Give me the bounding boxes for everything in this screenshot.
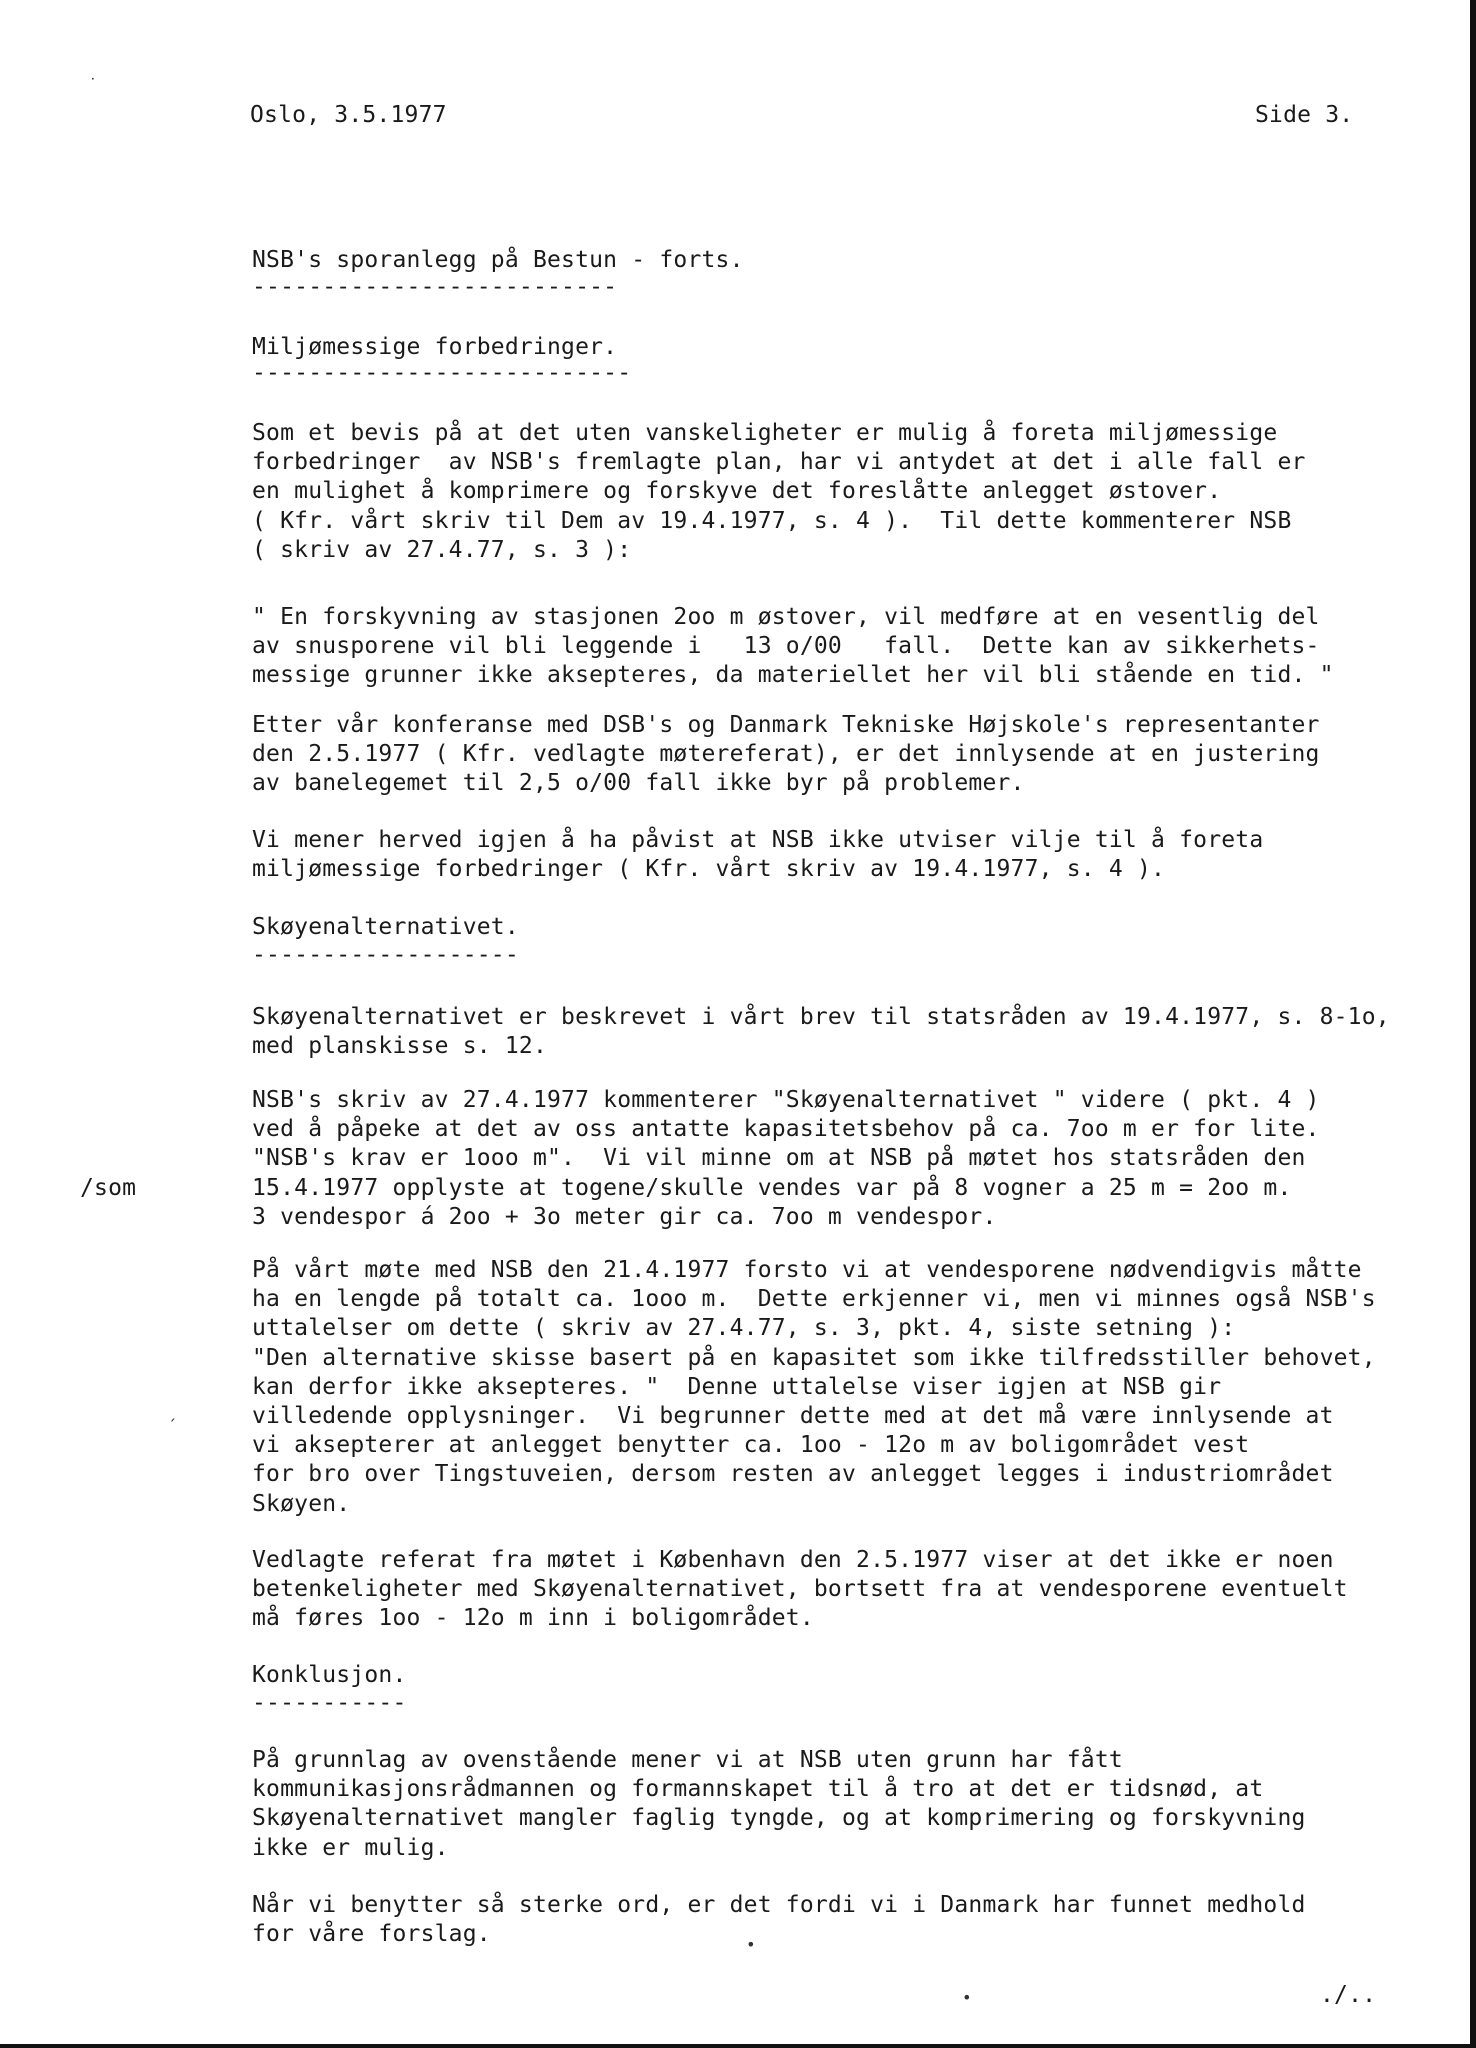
margin-note: /som (80, 1175, 137, 1201)
paragraph-line: for våre forslag. (252, 1921, 491, 1948)
speck-mark: ˏ (168, 1402, 178, 1421)
paragraph-line: villedende opplysninger. Vi begrunner dette med at det må være innlysende at (252, 1403, 1334, 1429)
paragraph-line: vi aksepterer at anlegget benytter ca. 1oo - 12o m av boligområdet vest (252, 1432, 1250, 1459)
paragraph-line: Skøyenalternativet er beskrevet i vårt brev til statsråden av 19.4.1977, s. 8-1o, (252, 1004, 1390, 1030)
heading-miljo-underline: --------------------------- (252, 360, 632, 386)
paragraph-line: av snusporene vil bli leggende i 13 o/00 fall. Dette kan av sikkerhets- (252, 633, 1320, 660)
paragraph-line: Som et bevis på at det uten vanskeligheter er mulig å foreta miljømessige (252, 420, 1278, 446)
paragraph-line: uttalelser om dette ( skriv av 27.4.77, s. 3, pkt. 4, siste setning ): (252, 1315, 1236, 1342)
paragraph-line: med planskisse s. 12. (252, 1033, 547, 1060)
paragraph-line: Vi mener herved igjen å ha påvist at NSB ikke utviser vilje til å foreta (252, 827, 1264, 853)
heading-konklusjon-underline: ----------- (252, 1690, 407, 1716)
paragraph-line: Skøyenalternativet mangler faglig tyngde, og at komprimering og forskyvning (252, 1805, 1306, 1832)
paragraph-line: NSB's skriv av 27.4.1977 kommenterer "Skøyenalternativet " videre ( pkt. 4 ) (252, 1087, 1320, 1113)
paragraph-line: "NSB's krav er 1ooo m". Vi vil minne om at NSB på møtet hos statsråden den (252, 1145, 1306, 1172)
speck-mark: • (746, 1935, 756, 1954)
place-date: Oslo, 3.5.1977 (250, 102, 447, 128)
paragraph-line: "Den alternative skisse basert på en kapasitet som ikke tilfredsstiller behovet, (252, 1344, 1376, 1371)
paragraph-line: ha en lengde på totalt ca. 1ooo m. Dette erkjenner vi, men vi minnes også NSB's (252, 1286, 1376, 1313)
title-underline: -------------------------- (252, 274, 618, 300)
paragraph-line: ikke er mulig. (252, 1834, 449, 1861)
paragraph-line: 3 vendespor á 2oo + 3o meter gir ca. 7oo m vendespor. (252, 1203, 997, 1230)
paragraph-line: en mulighet å komprimere og forskyve det foreslåtte anlegget østover. (252, 478, 1222, 505)
paragraph-line: messige grunner ikke aksepteres, da materiellet her vil bli stående en tid. " (252, 662, 1334, 689)
heading-skoyen-underline: ------------------- (252, 942, 519, 968)
paragraph-line: forbedringer av NSB's fremlagte plan, har vi antydet at det i alle fall er (252, 449, 1306, 476)
paragraph-line: " En forskyvning av stasjonen 2oo m østover, vil medføre at en vesentlig del (252, 604, 1320, 630)
heading-miljo: Miljømessige forbedringer. (252, 334, 618, 360)
paragraph-line: På grunnlag av ovenstående mener vi at NSB uten grunn har fått (252, 1747, 1123, 1773)
page-number: Side 3. (1255, 102, 1354, 128)
paragraph-line: På vårt møte med NSB den 21.4.1977 forsto vi at vendesporene nødvendigvis måtte (252, 1257, 1362, 1283)
speck-mark: • (962, 1988, 972, 2007)
heading-skoyen: Skøyenalternativet. (252, 914, 519, 940)
paragraph-line: betenkeligheter med Skøyenalternativet, bortsett fra at vendesporene eventuelt (252, 1576, 1348, 1603)
paragraph-line: Når vi benytter så sterke ord, er det fordi vi i Danmark har funnet medhold (252, 1892, 1306, 1918)
paragraph-line: den 2.5.1977 ( Kfr. vedlagte møtereferat), er det innlysende at en justering (252, 741, 1320, 768)
speck-mark: ˙ (88, 75, 98, 94)
heading-konklusjon: Konklusjon. (252, 1662, 407, 1688)
paragraph-line: for bro over Tingstuveien, dersom resten av anlegget legges i industriområdet (252, 1461, 1334, 1488)
continuation-mark: ./.. (1320, 1982, 1377, 2008)
paragraph-line: miljømessige forbedringer ( Kfr. vårt skriv av 19.4.1977, s. 4 ). (252, 856, 1166, 883)
paragraph-line: 15.4.1977 opplyste at togene/skulle vendes var på 8 vogner a 25 m = 2oo m. (252, 1174, 1292, 1201)
paragraph-line: Etter vår konferanse med DSB's og Danmark Tekniske Højskole's representanter (252, 712, 1320, 738)
paragraph-line: ( skriv av 27.4.77, s. 3 ): (252, 536, 632, 563)
paragraph-line: ved å påpeke at det av oss antatte kapasitetsbehov på ca. 7oo m er for lite. (252, 1116, 1320, 1143)
paragraph-line: ( Kfr. vårt skriv til Dem av 19.4.1977, s. 4 ). Til dette kommenterer NSB (252, 507, 1292, 534)
paragraph-line: må føres 1oo - 12o m inn i boligområdet. (252, 1605, 814, 1632)
paragraph-line: Vedlagte referat fra møtet i København den 2.5.1977 viser at det ikke er noen (252, 1547, 1334, 1573)
document-title: NSB's sporanlegg på Bestun - forts. (252, 247, 744, 273)
paragraph-line: kan derfor ikke aksepteres. " Denne uttalelse viser igjen at NSB gir (252, 1373, 1222, 1400)
paragraph-line: kommunikasjonsrådmannen og formannskapet til å tro at det er tidsnød, at (252, 1776, 1264, 1803)
paragraph-line: av banelegemet til 2,5 o/00 fall ikke byr på problemer. (252, 770, 1025, 797)
paragraph-line: Skøyen. (252, 1490, 351, 1517)
